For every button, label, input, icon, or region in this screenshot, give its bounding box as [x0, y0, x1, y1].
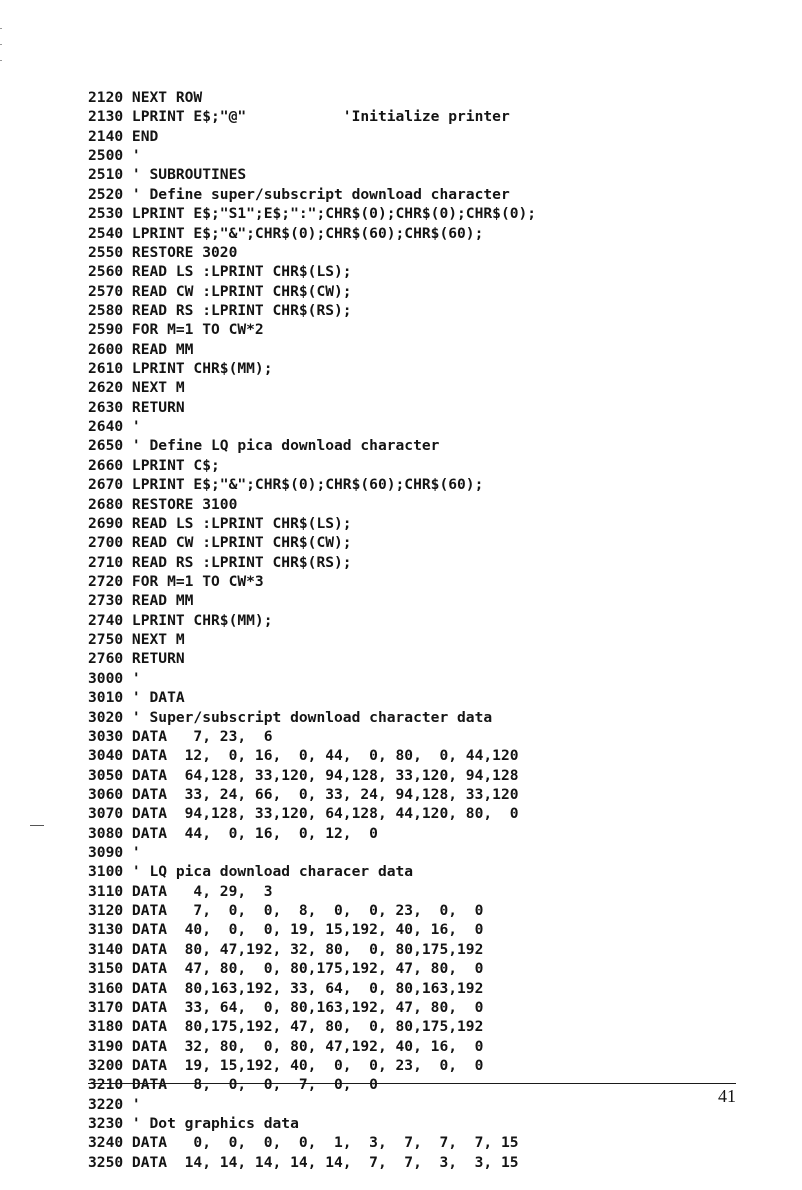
code-line: 3180 DATA 80,175,192, 47, 80, 0, 80,175,192	[88, 1018, 484, 1036]
code-line: 2530 LPRINT E$;"S1";E$;":";CHR$(0);CHR$(0);CHR$(0);	[88, 205, 537, 223]
code-line: 2690 READ LS :LPRINT CHR$(LS);	[88, 514, 352, 532]
code-line: 2500 '	[88, 147, 141, 165]
code-line: 2130 LPRINT E$;"@" 'Initialize printer	[88, 108, 510, 126]
code-line: 2520 ' Define super/subscript download character	[88, 185, 510, 203]
code-line: 3160 DATA 80,163,192, 33, 64, 0, 80,163,192	[88, 979, 484, 997]
code-line: 3220 '	[88, 1095, 141, 1113]
code-line: 2720 FOR M=1 TO CW*3	[88, 572, 264, 590]
code-line: 2580 READ RS :LPRINT CHR$(RS);	[88, 301, 352, 319]
code-line: 2140 END	[88, 127, 159, 145]
code-line: 2700 READ CW :LPRINT CHR$(CW);	[88, 534, 352, 552]
code-line: 3120 DATA 7, 0, 0, 8, 0, 0, 23, 0, 0	[88, 902, 484, 920]
code-line: 3130 DATA 40, 0, 0, 19, 15,192, 40, 16, 0	[88, 921, 484, 939]
code-line: 3100 ' LQ pica download characer data	[88, 863, 414, 881]
code-line: 2630 RETURN	[88, 398, 185, 416]
code-line: 2650 ' Define LQ pica download character	[88, 437, 440, 455]
code-line: 2660 LPRINT C$;	[88, 456, 220, 474]
code-line: 3240 DATA 0, 0, 0, 0, 1, 3, 7, 7, 7, 15	[88, 1134, 519, 1152]
code-line: 2560 READ LS :LPRINT CHR$(LS);	[88, 263, 352, 281]
code-line: 2670 LPRINT E$;"&";CHR$(0);CHR$(60);CHR$(60);	[88, 476, 484, 494]
code-line: 2610 LPRINT CHR$(MM);	[88, 360, 273, 378]
code-line: 2730 READ MM	[88, 592, 194, 610]
code-line: 3080 DATA 44, 0, 16, 0, 12, 0	[88, 824, 378, 842]
code-line: 3210 DATA 8, 0, 0, 7, 0, 0	[88, 1076, 378, 1094]
code-line: 3040 DATA 12, 0, 16, 0, 44, 0, 80, 0, 44,120	[88, 747, 519, 765]
code-line: 2570 READ CW :LPRINT CHR$(CW);	[88, 282, 352, 300]
code-line: 3110 DATA 4, 29, 3	[88, 882, 273, 900]
code-line: 2540 LPRINT E$;"&";CHR$(0);CHR$(60);CHR$(60);	[88, 224, 484, 242]
code-line: 2620 NEXT M	[88, 379, 185, 397]
code-line: 2740 LPRINT CHR$(MM);	[88, 611, 273, 629]
code-line: 2510 ' SUBROUTINES	[88, 166, 247, 184]
code-line: 2640 '	[88, 418, 141, 436]
code-line: 2550 RESTORE 3020	[88, 243, 238, 261]
code-line: 3230 ' Dot graphics data	[88, 1115, 299, 1133]
code-line: 2760 RETURN	[88, 650, 185, 668]
code-line: 3030 DATA 7, 23, 6	[88, 727, 273, 745]
scan-edge-mark	[0, 28, 2, 29]
code-line: 2590 FOR M=1 TO CW*2	[88, 321, 264, 339]
code-line: 3050 DATA 64,128, 33,120, 94,128, 33,120, 94,128	[88, 766, 519, 784]
code-line: 3190 DATA 32, 80, 0, 80, 47,192, 40, 16, 0	[88, 1037, 484, 1055]
code-line: 2680 RESTORE 3100	[88, 495, 238, 513]
page-number: 41	[718, 1086, 736, 1106]
code-line: 3250 DATA 14, 14, 14, 14, 14, 7, 7, 3, 3, 15	[88, 1153, 519, 1171]
scan-edge-mark	[0, 44, 2, 45]
basic-program-listing	[88, 88, 536, 1172]
code-line: 3000 '	[88, 669, 141, 687]
footer-rule	[88, 1083, 736, 1084]
code-line: 3140 DATA 80, 47,192, 32, 80, 0, 80,175,192	[88, 940, 484, 958]
code-line: 3070 DATA 94,128, 33,120, 64,128, 44,120, 80, 0	[88, 805, 519, 823]
code-line: 3020 ' Super/subscript download character data	[88, 708, 493, 726]
code-line: 2750 NEXT M	[88, 631, 185, 649]
code-line: 3170 DATA 33, 64, 0, 80,163,192, 47, 80, 0	[88, 998, 484, 1016]
code-line: 2710 READ RS :LPRINT CHR$(RS);	[88, 553, 352, 571]
scan-edge-mark	[0, 60, 2, 61]
code-line: 3010 ' DATA	[88, 689, 185, 707]
code-line: 2120 NEXT ROW	[88, 89, 203, 106]
code-line: 2600 READ MM	[88, 340, 194, 358]
margin-tick-mark	[30, 825, 44, 826]
code-line: 3150 DATA 47, 80, 0, 80,175,192, 47, 80, 0	[88, 960, 484, 978]
code-line: 3090 '	[88, 844, 141, 862]
code-line: 3200 DATA 19, 15,192, 40, 0, 0, 23, 0, 0	[88, 1056, 484, 1074]
code-line: 3060 DATA 33, 24, 66, 0, 33, 24, 94,128, 33,120	[88, 785, 519, 803]
